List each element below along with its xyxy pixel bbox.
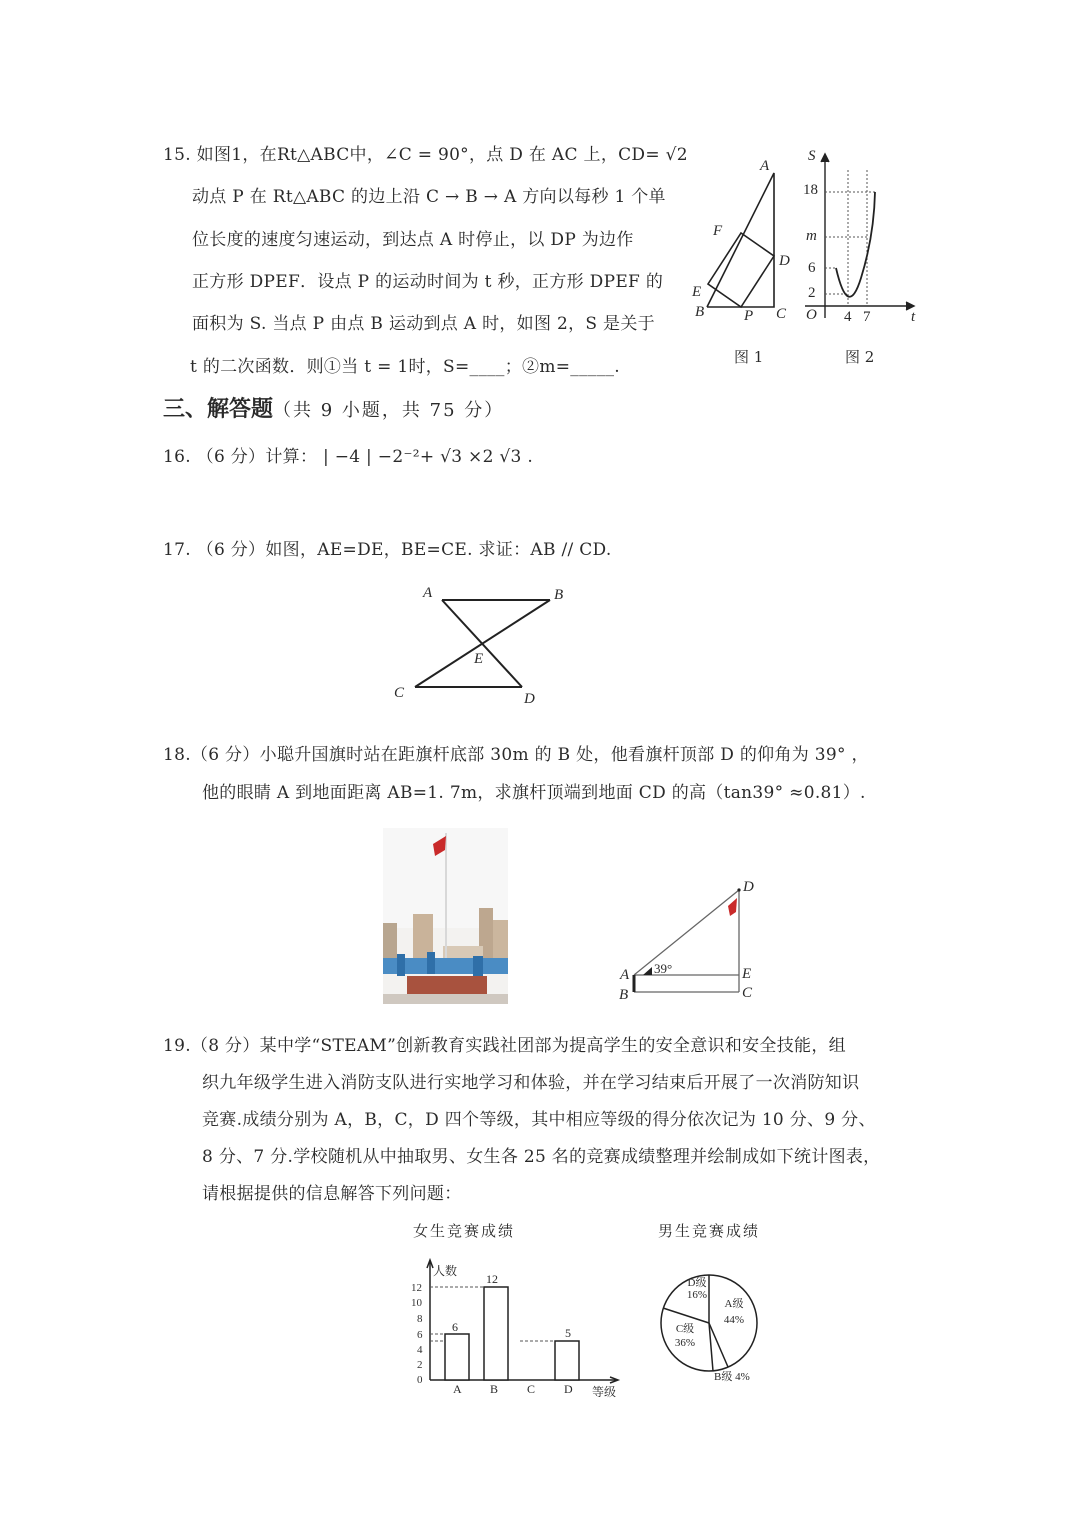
q15-fig2-tick-4: 4 [844, 309, 852, 325]
bar-cat-A: A [453, 1382, 462, 1396]
q15-line-6: t 的二次函数．则①当 t = 1时，S=____；②m=_____. [190, 357, 620, 377]
q17-label-A: A [423, 585, 433, 601]
q15-line-3: 位长度的速度匀速运动，到达点 A 时停止，以 DP 为边作 [192, 230, 634, 250]
bar-chart-ylabel: 人数 [433, 1264, 458, 1278]
pie-chart-title: 男生竞赛成绩 [658, 1222, 761, 1240]
q15-fig2-axis-t: t [911, 309, 916, 325]
q15-fig1-label-P: P [744, 308, 754, 324]
q15-fig2-tick-2: 2 [808, 285, 816, 301]
q18-label-D: D [743, 879, 754, 895]
q17-label-E: E [474, 651, 484, 667]
q17-label-B: B [554, 587, 564, 603]
q15-fig2-caption: 图 2 [845, 348, 875, 366]
svg-text:4: 4 [417, 1344, 423, 1356]
bar-cat-D: D [564, 1382, 573, 1396]
svg-text:0: 0 [417, 1374, 423, 1386]
q15-fig2-tick-7: 7 [863, 309, 871, 325]
bar-label-A: 6 [452, 1320, 458, 1334]
q17-figure [405, 590, 555, 700]
q18-angle-label: 39° [654, 961, 673, 976]
q18-label-E: E [742, 966, 752, 982]
bar-cat-C: C [527, 1382, 536, 1396]
q15-fig1-label-A: A [760, 158, 770, 174]
q18-line-1: 18.（6 分）小聪升国旗时站在距旗杆底部 30m 的 B 处，他看旗杆顶部 D 的仰角为 39° ， [163, 745, 869, 765]
section-title-sub: （共 9 小题，共 75 分） [273, 400, 505, 421]
q15-fig1-label-F: F [713, 223, 723, 239]
bar-label-B: 12 [486, 1272, 498, 1286]
q15-fig1-label-D: D [779, 253, 790, 269]
bar-label-D: 5 [565, 1326, 571, 1340]
bar-chart-title: 女生竞赛成绩 [413, 1222, 516, 1240]
q19-line-4: 8 分、7 分.学校随机从中抽取男、女生各 25 名的竞赛成绩整理并绘制成如下统计图表， [202, 1147, 881, 1167]
q15-fig2-tick-m: m [806, 228, 817, 244]
q19-line-3: 竞赛.成绩分别为 A，B，C，D 四个等级，其中相应等级的得分依次记为 10 分、9 分、 [202, 1110, 876, 1130]
svg-text:6: 6 [417, 1329, 423, 1341]
q15-fig1-label-E: E [692, 284, 702, 300]
q15-fig2-tick-18: 18 [803, 182, 818, 198]
q15-fig2-origin: O [806, 307, 817, 323]
q15-line-4: 正方形 DPEF．设点 P 的运动时间为 t 秒，正方形 DPEF 的 [192, 272, 664, 292]
q17-text: 17. （6 分）如图，AE=DE，BE=CE. 求证：AB // CD. [163, 540, 612, 560]
q15-fig1-caption: 图 1 [734, 348, 764, 366]
q18-line-2: 他的眼睛 A 到地面距离 AB=1. 7m，求旗杆顶端到地面 CD 的高（tan39° ≈0.81）. [202, 783, 866, 803]
svg-text:2: 2 [417, 1359, 423, 1371]
q15-figure-2 [800, 150, 925, 330]
pie-label-D: D级 16% [686, 1277, 708, 1301]
q15-line-2: 动点 P 在 Rt△ABC 的边上沿 C → B → A 方向以每秒 1 个单 [192, 187, 666, 207]
flag-ceremony-photo [383, 828, 508, 1004]
svg-text:10: 10 [411, 1297, 422, 1309]
q19-line-2: 织九年级学生进入消防支队进行实地学习和体验，并在学习结束后开展了一次消防知识 [202, 1073, 860, 1093]
q18-label-A: A [620, 967, 630, 983]
q18-label-C: C [742, 985, 753, 1001]
q15-fig2-tick-6: 6 [808, 260, 816, 276]
pie-label-B: B级 4% [714, 1371, 750, 1383]
pie-label-A: A级 44% [723, 1298, 745, 1326]
q15-line-5: 面积为 S. 当点 P 由点 B 运动到点 A 时，如图 2，S 是关于 [192, 314, 655, 334]
svg-text:8: 8 [417, 1313, 423, 1325]
q17-label-C: C [394, 685, 405, 701]
section-title-main: 三、解答题 [163, 396, 274, 422]
section-title [163, 392, 504, 423]
q17-label-D: D [524, 691, 535, 707]
q19-line-5: 请根据提供的信息解答下列问题： [202, 1184, 462, 1204]
q15-fig2-axis-S: S [808, 148, 816, 164]
bar-cat-B: B [490, 1382, 499, 1396]
bar-chart-xlabel: 等级 [592, 1385, 617, 1399]
q15-line-1: 15. 如图1，在Rt△ABC中，∠C = 90°，点 D 在 AC 上，CD= √2 [163, 145, 688, 165]
q16-text: 16. （6 分）计算： | −4 | −2⁻²+ √3 ×2 √3 . [163, 447, 534, 467]
q18-label-B: B [619, 987, 629, 1003]
q19-line-1: 19.（8 分）某中学“STEAM”创新教育实践社团部为提高学生的安全意识和安全技能，组 [163, 1036, 846, 1056]
q15-fig1-label-B: B [695, 304, 705, 320]
q18-diagram [615, 878, 755, 1003]
svg-text:12: 12 [411, 1282, 422, 1294]
pie-label-C: C级 36% [674, 1323, 696, 1349]
q15-fig1-label-C: C [776, 306, 787, 322]
